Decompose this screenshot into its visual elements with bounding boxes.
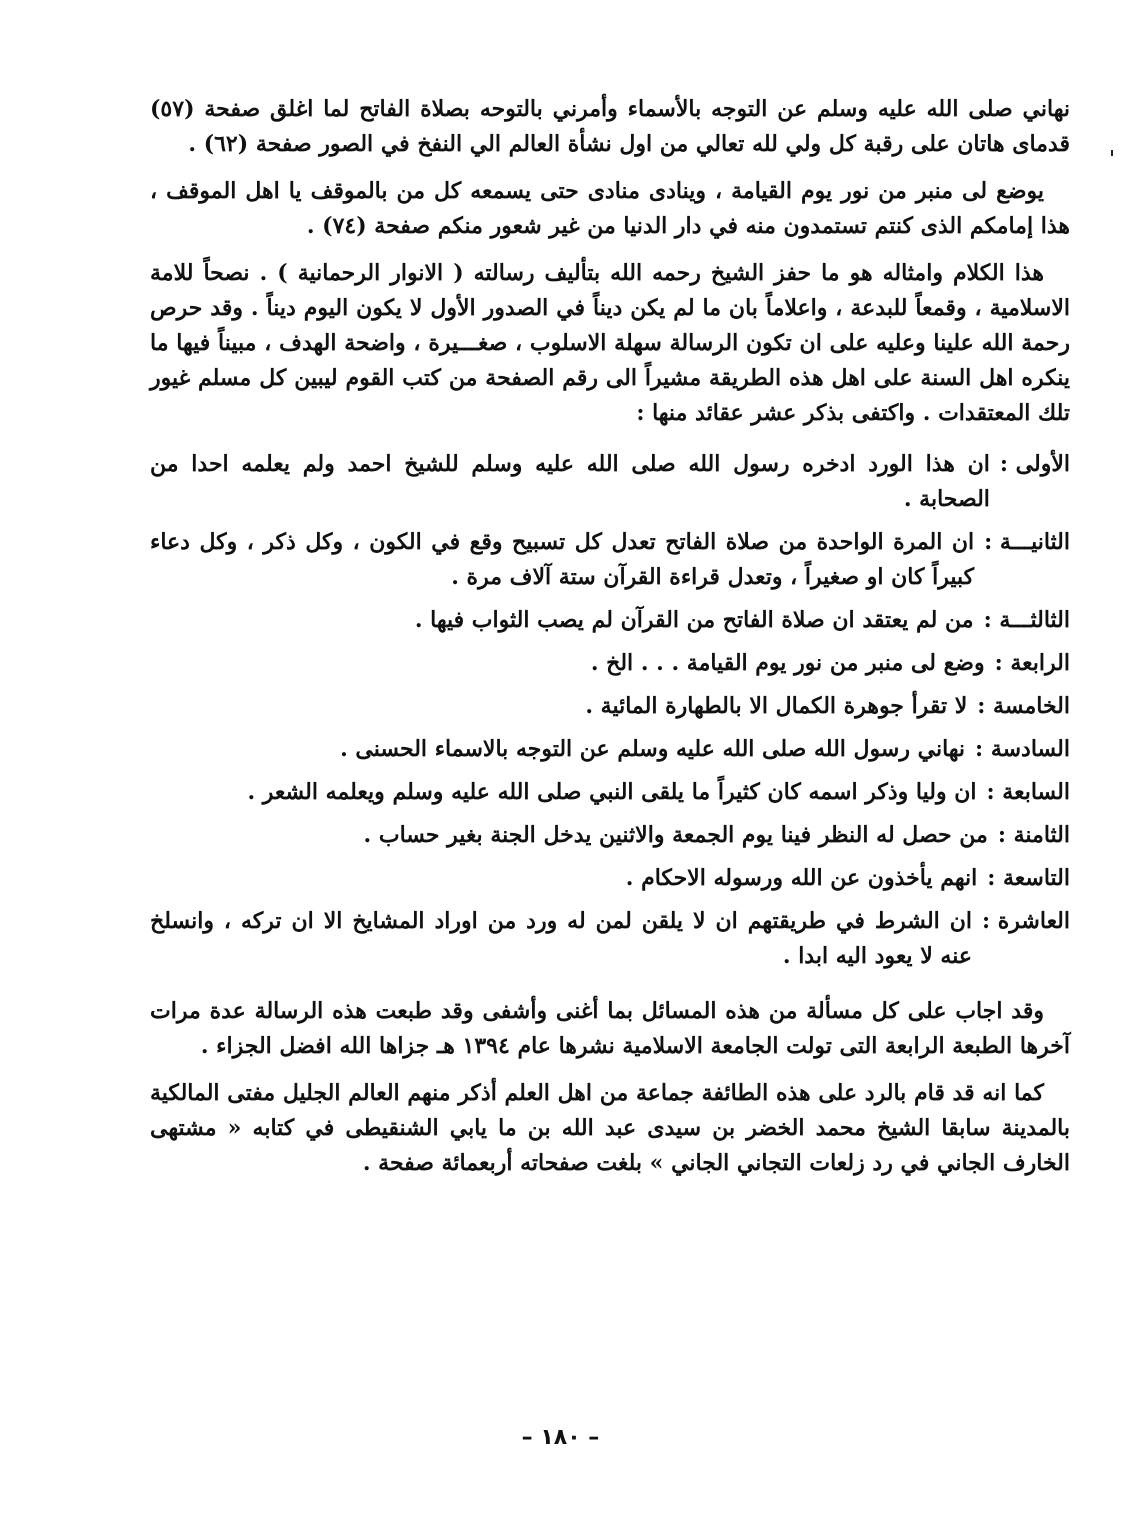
paragraph-quote-2: يوضع لى منبر من نور يوم القيامة ، وينادى منادى حتى يسمعه كل من بالموقف يا اهل الموقف ، هذا إمامكم الذى كنتم تستمدون منه في دار الدنيا من غير شعور منكم صفحة (٧٤) .: [150, 178, 1070, 239]
item-text: ان الشرط في طريقتهم ان لا يلقن لمن له ورد من اوراد المشايخ الا ان تركه ، وانسلخ عنه لا يعود اليه ابدا .: [150, 908, 972, 969]
list-item: [150, 603, 1070, 638]
item-text: ان المرة الواحدة من صلاة الفاتح تعدل كل تسبيح وقع في الكون ، وكل ذكر ، وكل دعاء كبيراً كان او صغيراً ، وتعدل قراءة القرآن ستة آلاف مرة .: [150, 529, 975, 590]
item-text: لا تقرأ جوهرة الكمال الا بالطهارة المائية .: [585, 693, 968, 719]
item-label: الرابعة :: [994, 650, 1070, 676]
item-label: الخامسة :: [977, 693, 1070, 719]
list-item: [150, 904, 1070, 974]
list-item: [150, 447, 1070, 517]
item-text: نهاني رسول الله صلى الله عليه وسلم عن التوجه بالاسماء الحسنى .: [340, 736, 966, 762]
scan-edge-mark: [1111, 150, 1113, 156]
beliefs-list: [150, 447, 1070, 974]
item-label: الثامنة :: [997, 822, 1070, 848]
item-text: انهم يأخذون عن الله ورسوله الاحكام .: [625, 865, 978, 891]
paragraph-closing-1: وقد اجاب على كل مسألة من هذه المسائل بما أغنى وأشفى وقد طبعت هذه الرسالة عدة مرات آخرها الطبعة الرابعة التى تولت الجامعة الاسلامية نشرها عام ١٣٩٤ هـ جزاها الله افضل الجزاء .: [150, 998, 1070, 1059]
paragraph-quote-1: نهاني صلى الله عليه وسلم عن التوجه بالأسماء وأمرني بالتوحه بصلاة الفاتح لما اغلق صفحة (٥٧) قدماى هاتان على رقبة كل ولي لله تعالي من اول نشأة العالم الي النفخ في الصور صفحة (٦٢) .: [150, 96, 1070, 157]
paragraph-closing-2: كما انه قد قام بالرد على هذه الطائفة جماعة من اهل العلم أذكر منهم العالم الجليل مفتى المالكية بالمدينة سابقا الشيخ محمد الخضر بن سيدى عبد الله بن ما يابي الشنقيطى في كتابه « مشتهى الخارف الجاني في رد زلعات التجاني الجاني » بلغت صفحاته أربعمائة صفحة .: [150, 1080, 1070, 1176]
list-item: [150, 775, 1070, 810]
list-item: [150, 732, 1070, 767]
item-text: ان وليا وذكر اسمه كان كثيراً ما يلقى النبي صلى الله عليه وسلم ويعلمه الشعر .: [247, 779, 977, 805]
list-item: [150, 689, 1070, 724]
item-label: الأولى :: [999, 451, 1070, 477]
list-item: [150, 818, 1070, 853]
item-label: السابعة :: [986, 779, 1070, 805]
page-number: – ١٨٠ –: [521, 1425, 600, 1450]
item-label: الثانيـــة :: [984, 529, 1070, 555]
item-label: الثالثـــة :: [983, 607, 1070, 633]
item-text: وضع لى منبر من نور يوم القيامة . . . الخ .: [590, 650, 985, 676]
document-page: [150, 92, 1070, 1412]
list-item: [150, 525, 1070, 595]
list-item: [150, 646, 1070, 681]
item-text: ان هذا الورد ادخره رسول الله صلى الله عليه وسلم للشيخ احمد ولم يعلمه احدا من الصحابة .: [150, 451, 990, 512]
item-label: العاشرة :: [981, 908, 1070, 934]
item-label: التاسعة :: [987, 865, 1070, 891]
list-item: [150, 861, 1070, 896]
item-text: من حصل له النظر فينا يوم الجمعة والاثنين يدخل الجنة بغير حساب .: [363, 822, 988, 848]
item-text: من لم يعتقد ان صلاة الفاتح من القرآن لم يصب الثواب فيها .: [414, 607, 974, 633]
item-label: السادسة :: [975, 736, 1070, 762]
paragraph-intro: هذا الكلام وامثاله هو ما حفز الشيخ رحمه الله بتأليف رسالته ( الانوار الرحمانية ) . نصحاً للامة الاسلامية ، وقمعاً للبدعة ، واعلاماً بان ما لم يكن ديناً في الصدور الأول لا يكون اليوم ديناً . وقد حرص رحمة الله علينا وعليه على ان تكون الرسالة سهلة الاسلوب ، صغـــيرة ، واضحة الهدف ، مبيناً فيها ما ينكره اهل السنة على اهل هذه الطريقة مشيراً الى رقم الصفحة من كتب القوم ليبين كل مسلم غيور تلك المعتقدات . واكتفى بذكر عشر عقائد منها :: [150, 260, 1071, 426]
